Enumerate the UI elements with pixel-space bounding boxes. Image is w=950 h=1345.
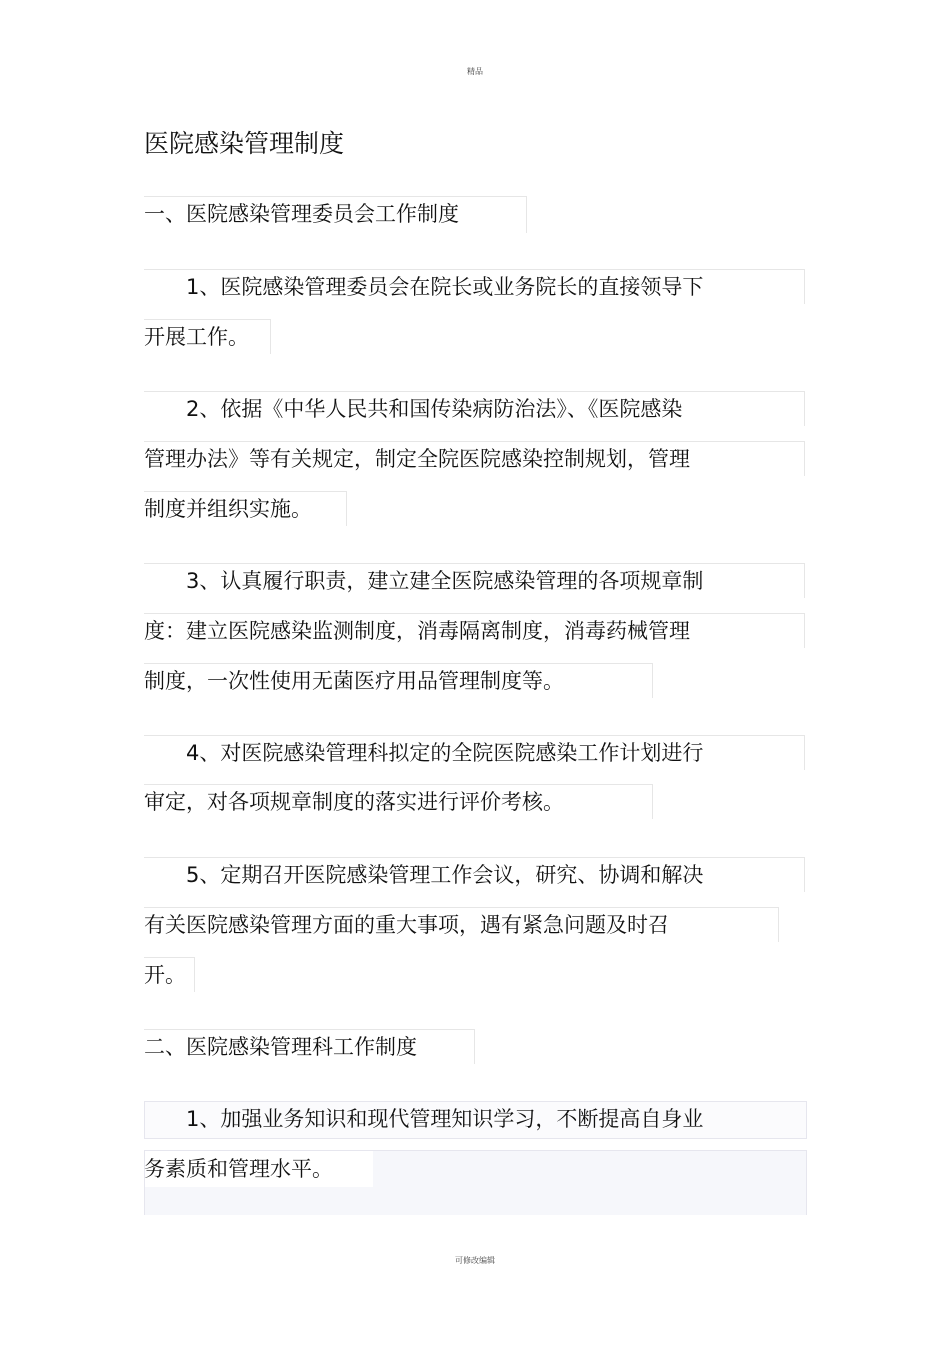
paragraph-line: 审定，对各项规章制度的落实进行评价考核。 [144, 790, 564, 814]
paragraph-line: 务素质和管理水平。 [144, 1157, 333, 1181]
section-heading: 一、医院感染管理委员会工作制度 [144, 202, 459, 226]
paragraph-line: 3、认真履行职责，建立建全医院感染管理的各项规章制 [186, 569, 704, 593]
paragraph-line: 1、医院感染管理委员会在院长或业务院长的直接领导下 [186, 275, 704, 299]
paragraph-line: 开。 [144, 963, 186, 987]
paragraph-line: 开展工作。 [144, 325, 249, 349]
paragraph-line: 2、依据《中华人民共和国传染病防治法》、《医院感染 [186, 397, 683, 421]
paragraph-line: 度：建立医院感染监测制度，消毒隔离制度，消毒药械管理 [144, 619, 690, 643]
section-heading: 二、医院感染管理科工作制度 [144, 1035, 417, 1059]
paragraph-line: 5、定期召开医院感染管理工作会议，研究、协调和解决 [186, 863, 704, 887]
paragraph-line: 制度，一次性使用无菌医疗用品管理制度等。 [144, 669, 564, 693]
page-header: 精品 [467, 67, 483, 76]
paragraph-line: 制度并组织实施。 [144, 497, 312, 521]
paragraph-line: 管理办法》等有关规定，制定全院医院感染控制规划，管理 [144, 447, 690, 471]
document-title: 医院感染管理制度 [144, 129, 345, 158]
paragraph-line: 1、加强业务知识和现代管理知识学习，不断提高自身业 [186, 1107, 704, 1131]
paragraph-line: 有关医院感染管理方面的重大事项，遇有紧急问题及时召 [144, 913, 669, 937]
page-footer: 可修改编辑 [455, 1256, 495, 1265]
paragraph-line: 4、对医院感染管理科拟定的全院医院感染工作计划进行 [186, 741, 704, 765]
